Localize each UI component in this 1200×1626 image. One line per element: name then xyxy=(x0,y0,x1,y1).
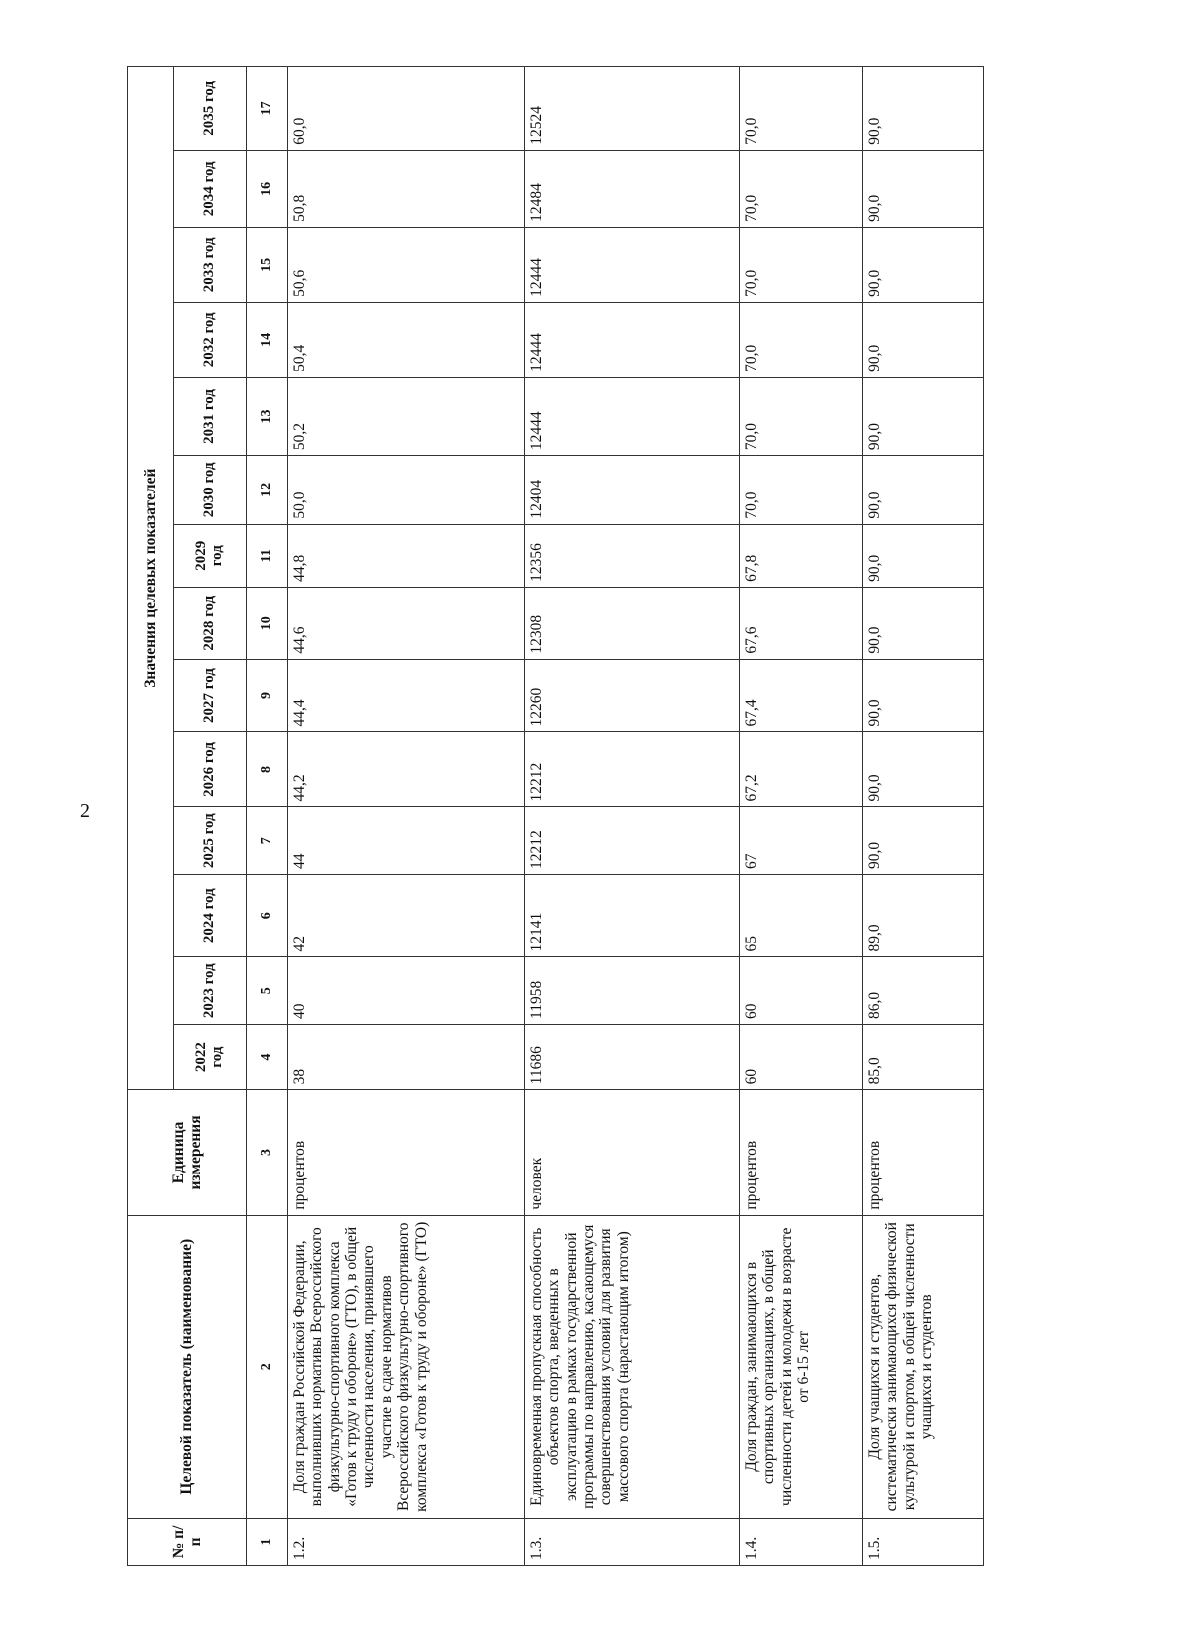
indicator-value: 90,0 xyxy=(863,150,984,227)
table-row xyxy=(863,67,984,1566)
indicator-value: 11686 xyxy=(525,1024,740,1089)
indicator-value: 70,0 xyxy=(740,456,863,525)
header-year: 2025 год xyxy=(174,807,247,875)
indicator-value: 90,0 xyxy=(863,456,984,525)
indicator-value: 12484 xyxy=(525,150,740,227)
indicator-value: 44,2 xyxy=(288,732,525,807)
indicator-value: 50,2 xyxy=(288,377,525,455)
indicator-name: Доля граждан, занимающихся в спортивных организациях, в общей численности детей и молодежи в возрасте от 6-15 лет xyxy=(740,1215,863,1518)
indicator-value: 44 xyxy=(288,807,525,875)
indicator-value: 70,0 xyxy=(740,302,863,377)
indicator-value: 50,6 xyxy=(288,227,525,302)
indicator-value: 60,0 xyxy=(288,67,525,151)
indicator-name: Единовременная пропускная способность объектов спорта, введенных в эксплуатацию в рамках государственной программы по направлению, касающемуся совершенствования условий для развития массового спорта (нарастающим итогом) xyxy=(525,1215,740,1518)
unit-of-measure: процентов xyxy=(288,1090,525,1215)
header-year: 2026 год xyxy=(174,732,247,807)
header-year: 2022 год xyxy=(174,1024,247,1089)
unit-of-measure: процентов xyxy=(863,1090,984,1215)
indicator-value: 70,0 xyxy=(740,377,863,455)
header-year: 2034 год xyxy=(174,150,247,227)
header-year: 2023 год xyxy=(174,957,247,1025)
header-column-number: 9 xyxy=(247,659,288,732)
header-column-number: 13 xyxy=(247,377,288,455)
header-column-number: 5 xyxy=(247,957,288,1025)
indicator-value: 12404 xyxy=(525,456,740,525)
header-column-number: 14 xyxy=(247,302,288,377)
indicator-value: 12141 xyxy=(525,874,740,957)
header-year: 2031 год xyxy=(174,377,247,455)
indicator-value: 40 xyxy=(288,957,525,1025)
header-year: 2029 год xyxy=(174,524,247,587)
row-number: 1.3. xyxy=(525,1518,740,1565)
indicator-value: 89,0 xyxy=(863,874,984,957)
indicator-value: 38 xyxy=(288,1024,525,1089)
header-column-number: 11 xyxy=(247,524,288,587)
indicator-value: 50,8 xyxy=(288,150,525,227)
indicator-value: 90,0 xyxy=(863,302,984,377)
indicator-value: 90,0 xyxy=(863,524,984,587)
indicator-value: 11958 xyxy=(525,957,740,1025)
indicator-value: 50,4 xyxy=(288,302,525,377)
indicator-value: 12444 xyxy=(525,227,740,302)
rotated-table-container xyxy=(127,66,971,1566)
header-column-number: 8 xyxy=(247,732,288,807)
header-name: Целевой показатель (наименование) xyxy=(128,1215,247,1518)
indicator-value: 65 xyxy=(740,874,863,957)
header-column-number: 10 xyxy=(247,587,288,659)
table-row xyxy=(740,67,863,1566)
indicator-value: 90,0 xyxy=(863,377,984,455)
table-row xyxy=(525,67,740,1566)
unit-of-measure: процентов xyxy=(740,1090,863,1215)
indicator-value: 67,6 xyxy=(740,587,863,659)
header-column-number: 1 xyxy=(247,1518,288,1565)
header-unit: Единица измерения xyxy=(128,1090,247,1215)
indicator-value: 90,0 xyxy=(863,659,984,732)
indicator-value: 86,0 xyxy=(863,957,984,1025)
header-column-number: 17 xyxy=(247,67,288,151)
indicator-value: 12444 xyxy=(525,302,740,377)
unit-of-measure: человек xyxy=(525,1090,740,1215)
indicator-value: 90,0 xyxy=(863,807,984,875)
indicator-name: Доля учащихся и студентов, систематически занимающихся физической культурой и спортом, в общей численности учащихся и студентов xyxy=(863,1215,984,1518)
indicator-value: 12212 xyxy=(525,807,740,875)
header-num: № п/п xyxy=(128,1518,247,1565)
header-values-group: Значения целевых показателей xyxy=(128,67,174,1090)
indicator-value: 67 xyxy=(740,807,863,875)
header-column-number: 7 xyxy=(247,807,288,875)
indicator-value: 12356 xyxy=(525,524,740,587)
header-column-number: 2 xyxy=(247,1215,288,1518)
indicator-value: 44,4 xyxy=(288,659,525,732)
indicator-value: 50,0 xyxy=(288,456,525,525)
table-row xyxy=(288,67,525,1566)
indicator-value: 70,0 xyxy=(740,67,863,151)
header-year: 2033 год xyxy=(174,227,247,302)
header-year: 2032 год xyxy=(174,302,247,377)
header-column-number: 15 xyxy=(247,227,288,302)
header-column-number: 16 xyxy=(247,150,288,227)
indicator-value: 90,0 xyxy=(863,732,984,807)
indicator-value: 85,0 xyxy=(863,1024,984,1089)
header-year: 2027 год xyxy=(174,659,247,732)
indicator-value: 12524 xyxy=(525,67,740,151)
row-number: 1.2. xyxy=(288,1518,525,1565)
indicator-value: 70,0 xyxy=(740,150,863,227)
row-number: 1.5. xyxy=(863,1518,984,1565)
indicator-value: 44,8 xyxy=(288,524,525,587)
target-indicators-table xyxy=(127,66,984,1566)
header-column-number: 12 xyxy=(247,456,288,525)
indicator-value: 12308 xyxy=(525,587,740,659)
indicator-value: 67,8 xyxy=(740,524,863,587)
header-year: 2024 год xyxy=(174,874,247,957)
indicator-value: 90,0 xyxy=(863,227,984,302)
indicator-value: 12444 xyxy=(525,377,740,455)
indicator-value: 67,2 xyxy=(740,732,863,807)
indicator-value: 90,0 xyxy=(863,587,984,659)
header-column-number: 3 xyxy=(247,1090,288,1215)
indicator-value: 90,0 xyxy=(863,67,984,151)
header-year: 2030 год xyxy=(174,456,247,525)
indicator-value: 60 xyxy=(740,1024,863,1089)
page-number: 2 xyxy=(80,800,90,822)
row-number: 1.4. xyxy=(740,1518,863,1565)
header-column-number: 4 xyxy=(247,1024,288,1089)
indicator-value: 42 xyxy=(288,874,525,957)
indicator-value: 44,6 xyxy=(288,587,525,659)
indicator-name: Доля граждан Российской Федерации, выполнивших нормативы Всероссийского физкультурно-спортивного комплекса «Готов к труду и обороне» (ГТО), в общей численности населения, принявшего участие в сдаче нормативов Всероссийского физкультурно-спортивного комплекса «Готов к труду и обороне» (ГТО) xyxy=(288,1215,525,1518)
indicator-value: 70,0 xyxy=(740,227,863,302)
header-year: 2028 год xyxy=(174,587,247,659)
indicator-value: 67,4 xyxy=(740,659,863,732)
indicator-value: 12260 xyxy=(525,659,740,732)
header-year: 2035 год xyxy=(174,67,247,151)
indicator-value: 60 xyxy=(740,957,863,1025)
indicator-value: 12212 xyxy=(525,732,740,807)
header-column-number: 6 xyxy=(247,874,288,957)
